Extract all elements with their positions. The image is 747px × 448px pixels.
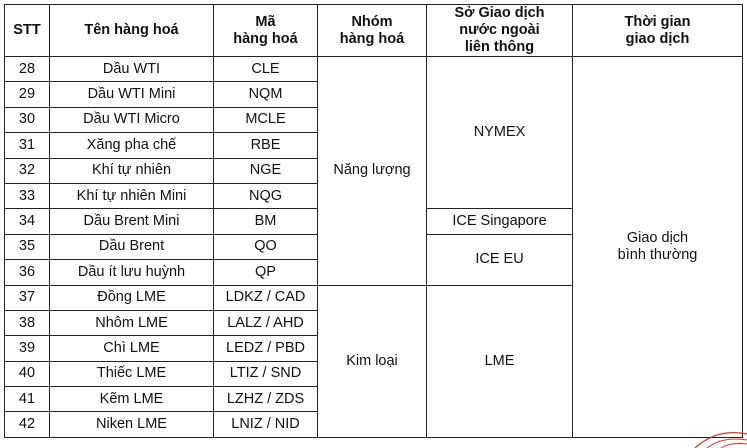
header-exchange: [427, 5, 573, 57]
row-code: NQM: [214, 82, 318, 107]
row-stt: 36: [5, 260, 50, 285]
exchange-nymex: NYMEX: [427, 57, 573, 209]
trading-time-line2: bình thường: [617, 246, 698, 263]
commodity-table: [4, 4, 743, 438]
header-code-line1: Mã: [255, 13, 276, 30]
row-stt: 33: [5, 183, 50, 208]
row-name: Dầu WTI Mini: [50, 82, 214, 107]
row-stt: 29: [5, 82, 50, 107]
row-code: RBE: [214, 133, 318, 158]
header-group-line1: Nhóm: [351, 13, 393, 30]
row-name: Dầu WTI Micro: [50, 107, 214, 132]
row-stt: 42: [5, 412, 50, 437]
group-energy: Năng lượng: [318, 57, 427, 286]
row-name: Nhôm LME: [50, 310, 214, 335]
row-code: NQG: [214, 183, 318, 208]
row-name: Khí tự nhiên: [50, 158, 214, 183]
header-time-line2: giao dịch: [625, 30, 690, 47]
row-name: Dầu Brent: [50, 234, 214, 259]
row-name: Niken LME: [50, 412, 214, 437]
row-name: Đồng LME: [50, 285, 214, 310]
row-stt: 34: [5, 209, 50, 234]
row-code: LTIZ / SND: [214, 361, 318, 386]
header-code-line2: hàng hoá: [233, 30, 298, 47]
row-name: Khí tự nhiên Mini: [50, 183, 214, 208]
exchange-ice-eu: ICE EU: [427, 234, 573, 285]
header-exchange-line3: liên thông: [464, 39, 535, 55]
row-stt: 30: [5, 107, 50, 132]
row-name: Dầu Brent Mini: [50, 209, 214, 234]
row-code: MCLE: [214, 107, 318, 132]
row-stt: 32: [5, 158, 50, 183]
row-code: LNIZ / NID: [214, 412, 318, 437]
row-name: Thiếc LME: [50, 361, 214, 386]
row-stt: 38: [5, 310, 50, 335]
exchange-lme: LME: [427, 285, 573, 437]
red-stamp-mark: [687, 426, 747, 448]
exchange-ice-singapore: ICE Singapore: [427, 209, 573, 234]
row-name: Dầu ít lưu huỳnh: [50, 260, 214, 285]
row-code: BM: [214, 209, 318, 234]
header-name: Tên hàng hoá: [50, 5, 214, 57]
row-name: Dầu WTI: [50, 57, 214, 82]
group-metals: Kim loại: [318, 285, 427, 437]
header-stt: STT: [5, 5, 50, 57]
header-time: [573, 5, 743, 57]
row-code: QO: [214, 234, 318, 259]
row-stt: 37: [5, 285, 50, 310]
header-code: [214, 5, 318, 57]
row-name: Kẽm LME: [50, 387, 214, 412]
header-exchange-line2: nước ngoài: [459, 22, 540, 38]
row-stt: 41: [5, 387, 50, 412]
row-stt: 39: [5, 336, 50, 361]
row-stt: 40: [5, 361, 50, 386]
table-row: [5, 57, 743, 82]
header-row: [5, 5, 743, 57]
row-name: Xăng pha chế: [50, 133, 214, 158]
row-code: LDKZ / CAD: [214, 285, 318, 310]
row-code: LEDZ / PBD: [214, 336, 318, 361]
header-group-line2: hàng hoá: [339, 30, 405, 47]
row-stt: 35: [5, 234, 50, 259]
header-group: [318, 5, 427, 57]
trading-time-line1: Giao dịch: [626, 229, 689, 246]
header-exchange-line1: Sở Giao dịch: [454, 5, 545, 21]
row-name: Chì LME: [50, 336, 214, 361]
header-time-line1: Thời gian: [624, 13, 691, 30]
trading-time: [573, 57, 743, 438]
row-code: NGE: [214, 158, 318, 183]
row-code: LALZ / AHD: [214, 310, 318, 335]
row-stt: 28: [5, 57, 50, 82]
row-code: QP: [214, 260, 318, 285]
row-code: LZHZ / ZDS: [214, 387, 318, 412]
row-stt: 31: [5, 133, 50, 158]
row-code: CLE: [214, 57, 318, 82]
